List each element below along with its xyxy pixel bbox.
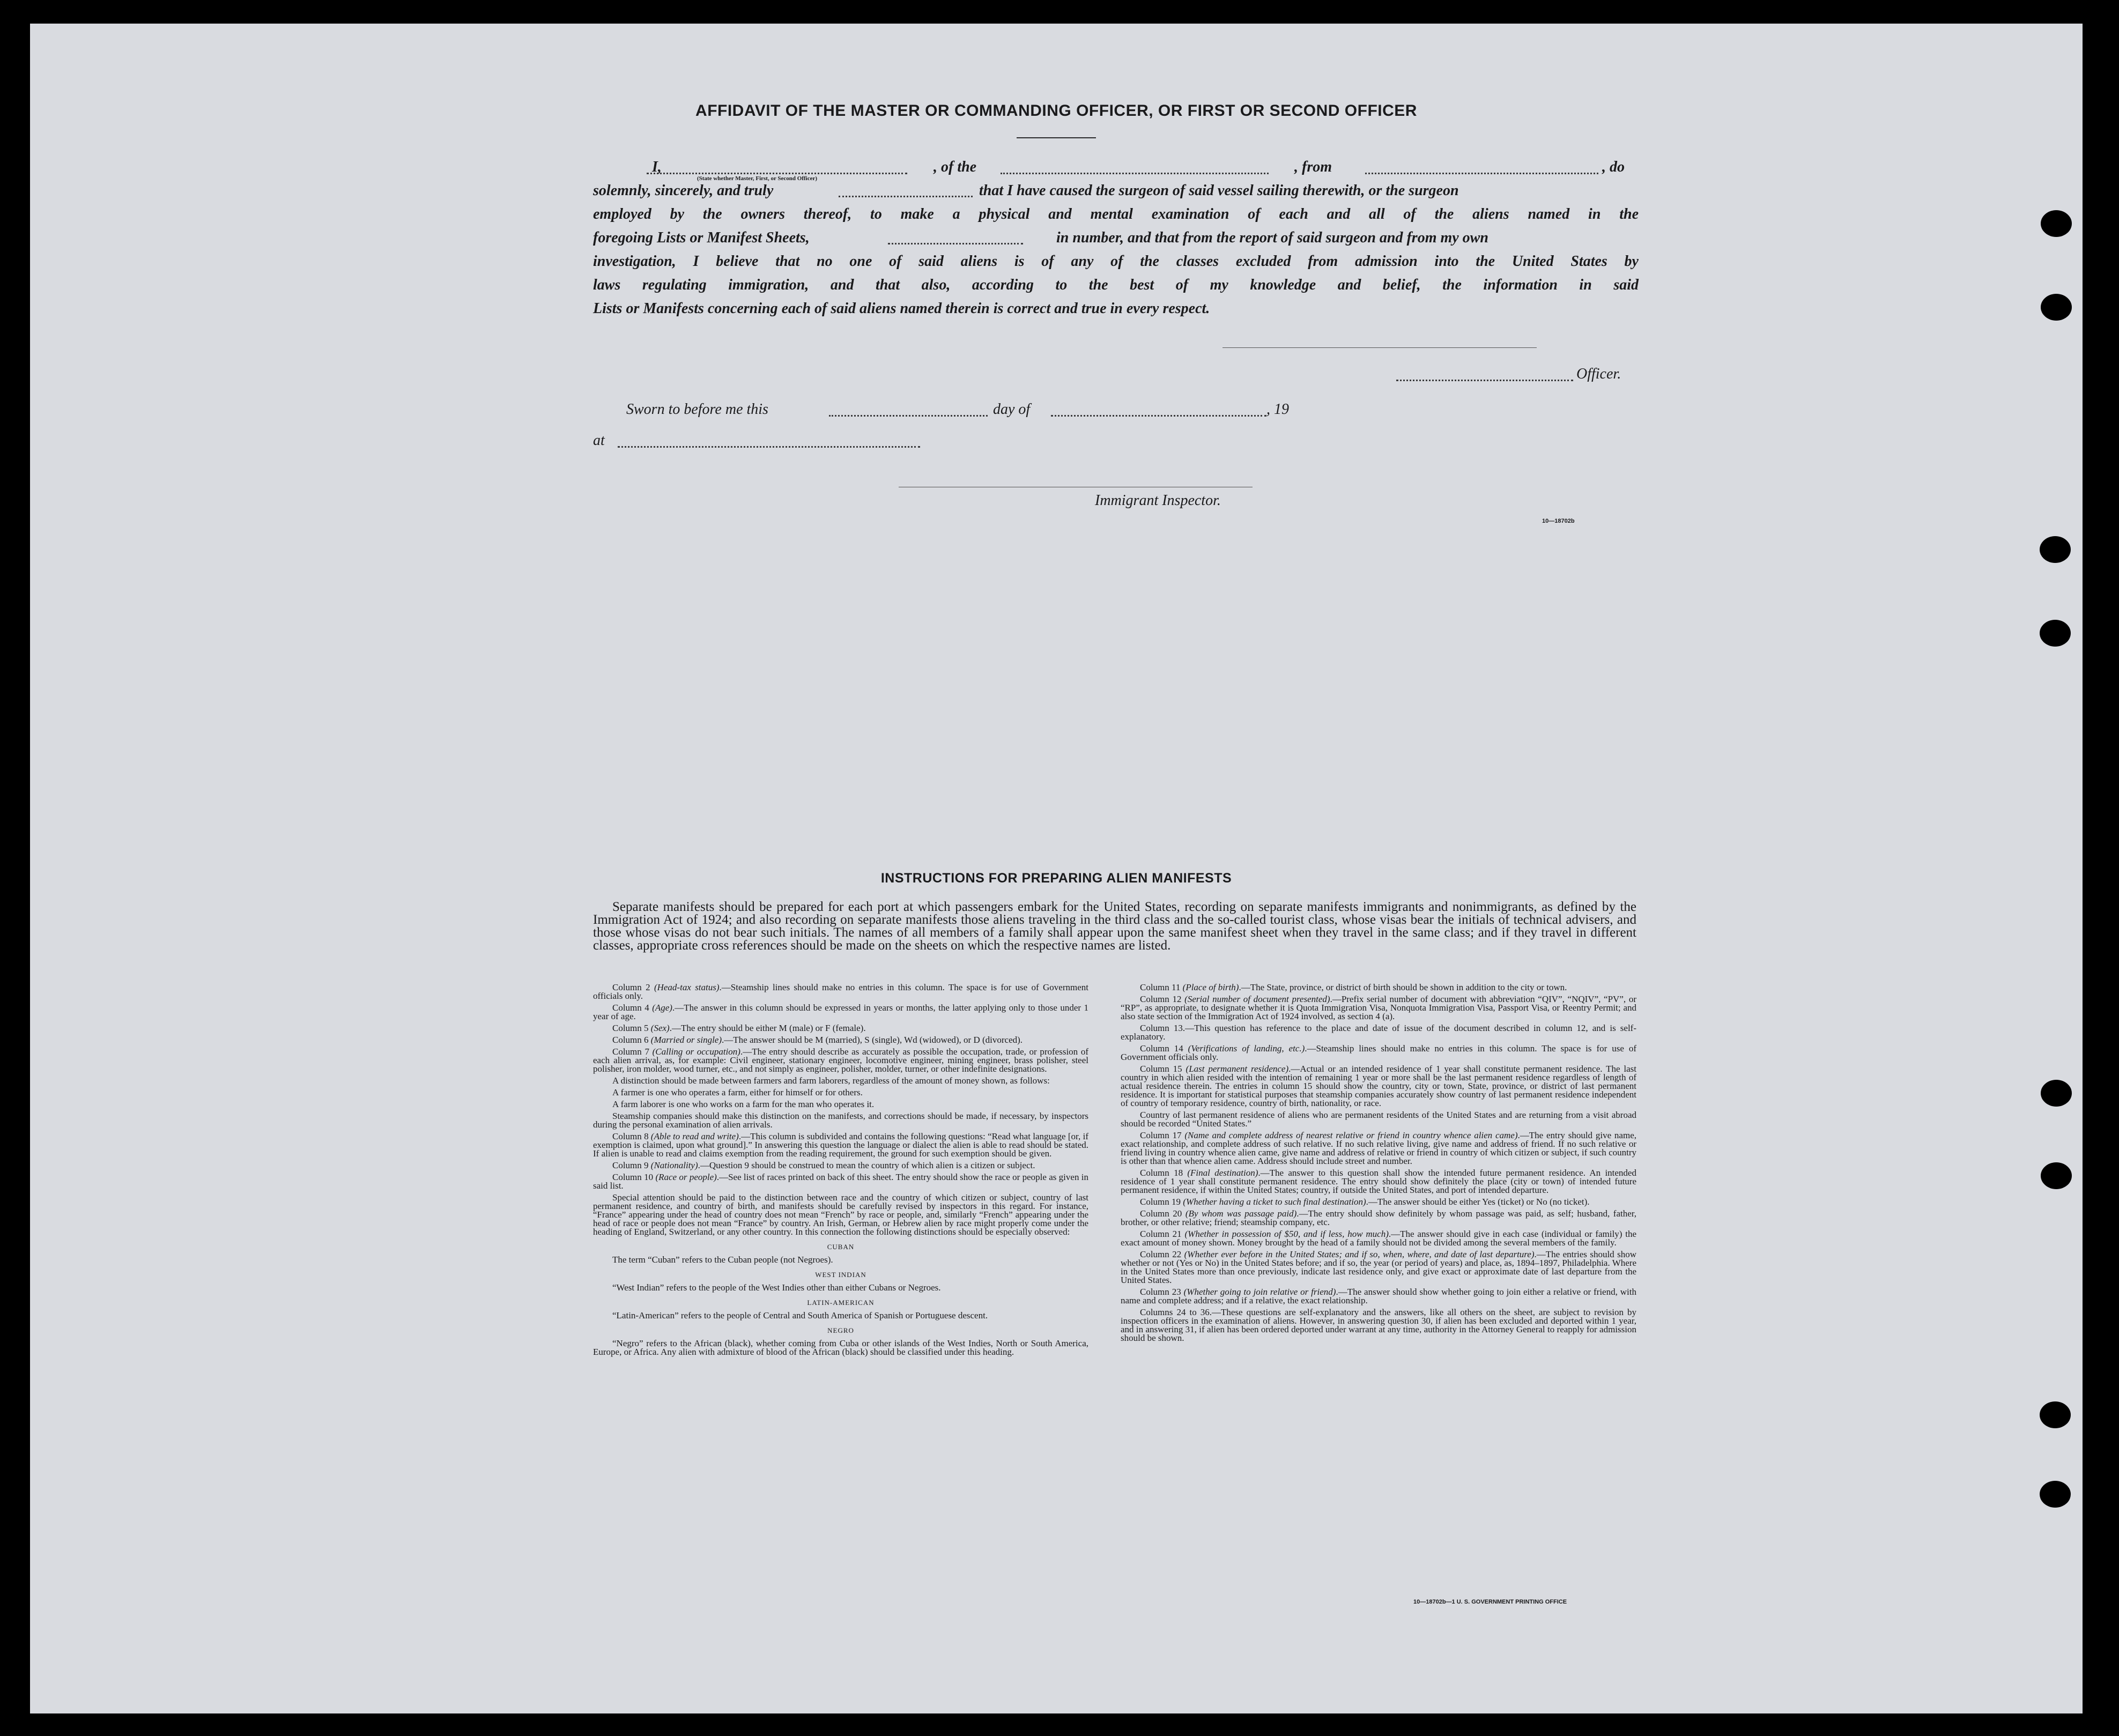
instruction-paragraph (1121, 1308, 1636, 1342)
instruction-paragraph (593, 1112, 1088, 1129)
instruction-text: .—The entry should give name, exact relationship, and complete address of such relative. If no such relative living, give name and address of friend. If no such relative or friend living in country whence alien came, give name and address of relative or friend in country of which citizen or subject, if such country is other than that whence alien came. Address should include street and number. (1121, 1130, 1636, 1166)
instruction-text: Country of last permanent residence of aliens who are permanent residents of the United States and are returning from a visit abroad should be recorded “United States.” (1121, 1110, 1636, 1129)
column-topic: (Able to read and write) (650, 1131, 739, 1141)
sworn-day-blank (829, 415, 988, 417)
column-topic: (Whether in possession of $50, and if less, how much) (1184, 1229, 1389, 1239)
instruction-text: A distinction should be made between farmers and farm laborers, regardless of the amount of money shown, as follows: (612, 1075, 1050, 1086)
instruction-text: “Latin-American” refers to the people of Central and South America of Spanish or Portuguese descent. (612, 1310, 988, 1320)
instruction-paragraph (593, 1161, 1088, 1170)
instruction-paragraph (593, 1284, 1088, 1292)
column-number: Column 20 (1140, 1208, 1186, 1219)
column-topic: (Married or single) (650, 1035, 722, 1045)
instruction-paragraph (1121, 1250, 1636, 1285)
instruction-paragraph (1121, 1230, 1636, 1247)
sworn-text: Sworn to before me this (626, 401, 768, 418)
binder-hole (2041, 1080, 2072, 1107)
instructions-left-column (593, 983, 1088, 1360)
instructions-title: INSTRUCTIONS FOR PREPARING ALIEN MANIFESTS (880, 871, 1232, 886)
column-number: Column 8 (612, 1131, 651, 1141)
instruction-text: A farmer is one who operates a farm, either for himself or for others. (612, 1087, 863, 1097)
affidavit-line-5: investigation, I believe that no one of said aliens is of any of the classes excluded from admission into the United States by (593, 253, 1639, 270)
instruction-text: .—The answer should be either Yes (ticket) or No (no ticket). (1366, 1197, 1590, 1207)
binder-hole (2041, 210, 2072, 237)
instruction-text: .—Prefix serial number of document with abbreviation “QIV”, “NQIV”, “PV”, or “RP”, as appropriate, to designate whether it is Quota Immigration Visa, Nonquota Immigration Visa, Passport Visa, or Reentry Permit; and also state section of the Immigration Act of 1924 involved, as section 4 (a). (1121, 994, 1636, 1021)
sworn-month-blank (1051, 415, 1266, 417)
instruction-text: .—Question 9 should be construed to mean the country of which alien is a citizen or subject. (698, 1160, 1035, 1170)
instruction-text: .—The entries should show whether or not (Yes or No) in the United States before; and if so, the year (or period of years) and place, as, 1894–1897, Philadelphia. Where in the United States more than once previously, indicate last residence only, and give exact or approximate date of last departure from the United States. (1121, 1249, 1636, 1285)
line1-from: , from (1294, 159, 1332, 175)
instruction-paragraph (593, 1036, 1088, 1044)
section-heading: NEGRO (827, 1326, 854, 1334)
instruction-text: Special attention should be paid to the distinction between race and the country of which citizen or subject, country of last permanent residence, and country of birth, and manifests should be carefully revised by inspectors in this regard. For instance, “France” appearing under the head of country does not mean “French” by race or people, and, similarly “French” appearing under the head of race or people does not mean “France” by country. An Irish, German, or Hebrew alien by race might properly come under the heading of England, Switzerland, or any other country. In this connection the following distinctions should be especially observed: (593, 1192, 1088, 1237)
instruction-paragraph (1121, 1111, 1636, 1128)
section-heading: WEST INDIAN (815, 1271, 866, 1279)
column-number: Column 10 (612, 1172, 656, 1182)
instruction-text: A farm laborer is one who works on a farm for the man who operates it. (612, 1099, 875, 1109)
binder-hole (2040, 1401, 2071, 1428)
column-number: Column 21 (1140, 1229, 1185, 1239)
affidavit-line-7: Lists or Manifests concerning each of said aliens named therein is correct and true in every respect. (593, 300, 1210, 317)
column-topic: (Age) (652, 1003, 672, 1013)
instruction-text: .—The answer to this question shall show the intended future permanent residence. An intended residence of 1 year shall constitute permanent residence. The entry should show definitely the place (city or town) of intended future permanent residence, if within the United States; country, if outside the United States, and port of intended departure. (1121, 1168, 1636, 1195)
affidavit-line-6: laws regulating immigration, and that also, according to the best of my knowledge and belief, the information in said (593, 277, 1639, 293)
column-topic: (Sex) (650, 1023, 670, 1033)
instruction-paragraph (593, 1024, 1088, 1033)
line2-solemnly: solemnly, sincerely, and truly (593, 182, 774, 199)
column-topic: (Whether having a ticket to such final destination) (1183, 1197, 1366, 1207)
state-officer-note: (State whether Master, First, or Second Officer) (697, 175, 818, 182)
column-number: Column 23 (1140, 1287, 1184, 1297)
instruction-paragraph (593, 1256, 1088, 1264)
instruction-text: Steamship companies should make this distinction on the manifests, and corrections should be made, if necessary, by inspectors during the personal examination of alien arrivals. (593, 1111, 1088, 1130)
column-topic: (Name and complete address of nearest relative or friend in country whence alien came) (1184, 1130, 1518, 1140)
column-number: Column 19 (1140, 1197, 1183, 1207)
instruction-paragraph (1121, 1024, 1636, 1041)
column-topic: (Last permanent residence) (1186, 1064, 1289, 1074)
affidavit-line-3: employed by the owners thereof, to make a physical and mental examination of each and all of the aliens named in the (593, 206, 1639, 222)
line1-of-the: , of the (933, 159, 977, 175)
officer-signature-line (1222, 347, 1537, 348)
line4-lists: foregoing Lists or Manifest Sheets, (593, 229, 810, 246)
instruction-paragraph (1121, 1044, 1636, 1062)
year-label: , 19 (1266, 401, 1289, 418)
binder-hole (2040, 1481, 2071, 1508)
instruction-text: —This question has reference to the place and date of issue of the document described in column 12, and is self-explanatory. (1121, 1023, 1636, 1042)
vessel-name-blank (1001, 173, 1269, 174)
column-topic: (Head-tax status) (654, 982, 720, 992)
instruction-paragraph (1121, 1288, 1636, 1305)
column-topic: (Whether going to join relative or friend) (1183, 1287, 1336, 1297)
instruction-paragraph (593, 1100, 1088, 1109)
column-number: Column 7 (612, 1047, 653, 1057)
instruction-paragraph (593, 1077, 1088, 1085)
instruction-paragraph (593, 1339, 1088, 1356)
instruction-paragraph (1121, 1065, 1636, 1108)
instruction-text: The term “Cuban” refers to the Cuban people (not Negroes). (612, 1255, 833, 1265)
title-divider (1017, 137, 1096, 138)
instruction-text: .—The entry should be either M (male) or F (female). (669, 1023, 866, 1033)
form-number: 10—18702b (1542, 518, 1575, 524)
column-topic: (By whom was passage paid) (1185, 1208, 1297, 1219)
instruction-text: Columns 24 to 36.—These questions are self-explanatory and the answers, like all others on the sheet, are subject to revision by inspection officers in the examination of aliens. However, in answering question 30, if alien has been excluded and deported within 1 year, and in answering 31, if alien has been ordered deported under warrant at any time, authority in the Attorney General to reapply for admission should be shown. (1121, 1307, 1636, 1343)
affidavit-title: AFFIDAVIT OF THE MASTER OR COMMANDING OFFICER, OR FIRST OR SECOND OFFICER (695, 102, 1417, 120)
instruction-paragraph (1121, 983, 1636, 992)
instruction-paragraph (593, 1311, 1088, 1320)
officer-label: Officer. (1576, 366, 1621, 382)
instruction-paragraph (1121, 1169, 1636, 1195)
binder-hole (2041, 294, 2072, 321)
instruction-paragraph (593, 1132, 1088, 1158)
instruction-text: .—The entry should describe as accurately as possible the occupation, trade, or profession of each alien arrival, as, for example: Civil engineer, stationary engineer, locomotive engineer, mining engineer, brass polisher, steel polisher, iron molder, wood turner, etc., and not simply as engineer, polisher, molder, turner, or other indefinite designations. (593, 1047, 1088, 1074)
officer-rank-blank (647, 173, 907, 174)
column-number: Column 11 (1140, 982, 1183, 992)
line1-do: , do (1602, 159, 1625, 175)
affidavit-line-2 (593, 182, 1639, 199)
column-number: Column 17 (1140, 1130, 1185, 1140)
instruction-text: .—Actual or an intended residence of 1 year shall constitute permanent residence. The last country in which alien resided with the intention of remaining 1 year or more shall be the last permanent residence regardless of length of actual residence therein. The entries in column 15 should show the country, city or town, State, province, or district of last permanent residence. It is important for statistical purposes that steamship companies accurately show country of last permanent residence independent of country of temporary residence, country of birth, nationality, or race. (1121, 1064, 1637, 1108)
instructions-right-column (1121, 983, 1636, 1346)
column-number: Column 5 (612, 1023, 651, 1033)
line4-number: in number, and that from the report of said surgeon and from my own (1056, 229, 1488, 246)
instruction-text: .—Steamship lines should make no entries in this column. The space is for use of Government officials only. (1121, 1043, 1636, 1062)
instruction-text: .—The answer should be M (married), S (single), Wd (widowed), or D (divorced). (722, 1035, 1023, 1045)
at-label: at (593, 432, 605, 449)
instruction-paragraph (593, 1004, 1088, 1021)
line1-i: I, (652, 159, 662, 175)
instruction-paragraph (1121, 1210, 1636, 1227)
column-number: Column 13. (1140, 1023, 1186, 1033)
column-number: Column 9 (612, 1160, 651, 1170)
column-topic: (Verifications of landing, etc.) (1188, 1043, 1305, 1054)
sheet-count-blank (888, 243, 1023, 244)
instruction-text: “West Indian” refers to the people of the West Indies other than either Cubans or Negroes. (612, 1282, 941, 1293)
instruction-paragraph (1121, 1131, 1636, 1166)
instruction-text: .—The answer should give in each case (individual or family) the exact amount of money shown. Money brought by the head of a family should not be divided among the several members of the family. (1121, 1229, 1637, 1248)
instruction-text: .—The entry should show definitely by whom passage was paid, as self; husband, father, brother, or other relative; friend; steamship company, etc. (1121, 1208, 1636, 1227)
line2-surgeon: that I have caused the surgeon of said vessel sailing therewith, or the surgeon (979, 182, 1459, 199)
instruction-paragraph (593, 1088, 1088, 1097)
instruction-text: .—Steamship lines should make no entries in this column. The space is for use of Government officials only. (593, 982, 1088, 1001)
instruction-text: .—The answer in this column should be expressed in years or months, the latter applying only to those under 1 year of age. (593, 1003, 1089, 1021)
column-number: Column 22 (1140, 1249, 1184, 1259)
binder-hole (2041, 1162, 2072, 1189)
instruction-paragraph (593, 1173, 1088, 1190)
column-topic: (Calling or occupation) (652, 1047, 740, 1057)
binder-hole (2040, 536, 2071, 563)
column-number: Column 6 (612, 1035, 651, 1045)
swear-blank (839, 196, 973, 197)
officer-name-blank (1396, 380, 1573, 381)
instructions-intro (593, 901, 1636, 952)
column-number: Column 12 (1140, 994, 1185, 1004)
instruction-paragraph (593, 1193, 1088, 1236)
instruction-paragraph (593, 983, 1088, 1000)
column-topic: (Race or people) (655, 1172, 717, 1182)
intro-text: Separate manifests should be prepared for each port at which passengers embark for the United States, recording on separate manifests immigrants and nonimmigrants, as defined by the Immigration Act of 1924; and also recording on separate manifests those aliens traveling in the third class and the so-called tourist class, whose visas bear the initials of technical advisers, and those whose visas do not bear such initials. The names of all members of a family shall appear upon the same manifest sheet when they travel in the same class; and if they travel in different classes, appropriate cross references should be made on the sheets on which the respective names are listed. (593, 900, 1636, 953)
binder-hole (2040, 620, 2071, 647)
at-place-blank (618, 446, 920, 448)
column-topic: (Serial number of document presented) (1184, 994, 1330, 1004)
column-number: Column 4 (612, 1003, 653, 1013)
instruction-paragraph (593, 1048, 1088, 1073)
column-number: Column 2 (612, 982, 654, 992)
column-number: Column 14 (1140, 1043, 1188, 1054)
instruction-text: .—The State, province, or district of birth should be shown in addition to the city or town. (1239, 982, 1567, 992)
inspector-label: Immigrant Inspector. (1095, 492, 1221, 509)
instruction-text: “Negro” refers to the African (black), whether coming from Cuba or other islands of the West Indies, North or South America, Europe, or Africa. Any alien with admixture of blood of the African (black) should be classified under this heading. (593, 1338, 1088, 1357)
column-number: Column 15 (1140, 1064, 1186, 1074)
affidavit-line-4 (593, 229, 1639, 247)
instruction-text: .—The answer should show whether going to join either a relative or friend, with name and complete address; and if a relative, the exact relationship. (1121, 1287, 1636, 1305)
column-number: Column 18 (1140, 1168, 1188, 1178)
manifest-back-page (30, 24, 2083, 1713)
column-topic: (Final destination) (1187, 1168, 1258, 1178)
instruction-paragraph (1121, 1198, 1636, 1206)
instruction-text: .—See list of races printed on back of this sheet. The entry should show the race or people as given in said list. (593, 1172, 1088, 1191)
column-topic: (Place of birth) (1182, 982, 1239, 992)
section-heading: LATIN-AMERICAN (807, 1299, 875, 1307)
column-topic: (Nationality) (650, 1160, 698, 1170)
printing-office-footer: 10—18702b—1 U. S. GOVERNMENT PRINTING OFFICE (1413, 1599, 1567, 1605)
day-of-label: day of (993, 401, 1031, 418)
column-topic: (Whether ever before in the United States; and if so, when, where, and date of last departure) (1184, 1249, 1535, 1259)
section-heading: CUBAN (827, 1243, 855, 1251)
instruction-text: .—This column is subdivided and contains the following questions: “Read what language [or, if exemption is claimed, upon what ground].” In answering this question the language or dialect the alien is able to read should be stated. If alien is unable to read and claims exemption from the reading requirement, the ground for such exemption should be given. (593, 1131, 1088, 1159)
port-from-blank (1365, 173, 1598, 174)
instruction-paragraph (1121, 995, 1636, 1021)
